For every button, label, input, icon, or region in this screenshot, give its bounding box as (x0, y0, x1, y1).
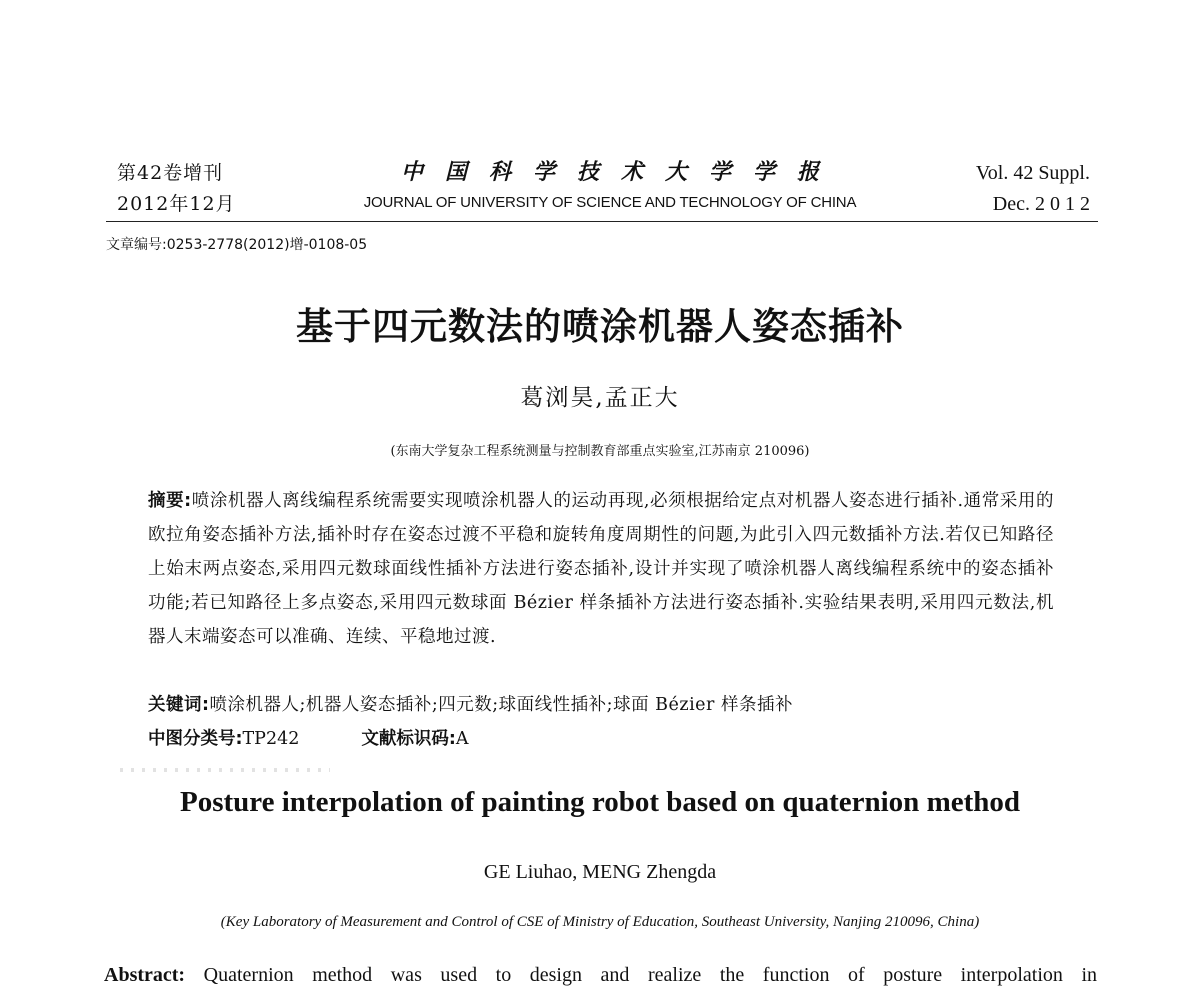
abstract-cn (148, 484, 1054, 654)
abstract-en-text: Quaternion method was used to design and realize the function of posture interpolation in (203, 964, 1097, 986)
affiliation-en: (Key Laboratory of Measurement and Control of CSE of Ministry of Education, Southeast University, Nanjing 210096, China) (220, 914, 980, 930)
clc-label: 中图分类号: (148, 729, 243, 749)
scan-noise (120, 768, 330, 772)
masthead-left (117, 158, 236, 220)
authors-en: GE Liuhao, MENG Zhengda (483, 861, 717, 883)
masthead-right (976, 158, 1090, 220)
date-cn: 2012年12月 (117, 193, 236, 215)
doc-code-label: 文献标识码: (361, 729, 456, 749)
keywords-cn-label: 关键词: (148, 695, 210, 715)
volume-en: Vol. 42 Suppl. (975, 162, 1090, 184)
journal-title-en: JOURNAL OF UNIVERSITY OF SCIENCE AND TECHNOLOGY OF CHINA (363, 194, 857, 211)
masthead-center (330, 156, 890, 218)
date-en: Dec. 2 0 1 2 (992, 193, 1090, 215)
abstract-cn-text: 喷涂机器人离线编程系统需要实现喷涂机器人的运动再现,必须根据给定点对机器人姿态进行插补.通常采用的欧拉角姿态插补方法,插补时存在姿态过渡不平稳和旋转角度周期性的问题,为此引入四元数插补方法.若仅已知路径上始末两点姿态,采用四元数球面线性插补方法进行姿态插补,设计并实现了喷涂机器人离线编程系统中的姿态插补功能;若已知路径上多点姿态,采用四元数球面 Bézier 样条插补方法进行姿态插补.实验结果表明,采用四元数法,机器人末端姿态可以准确、连续、平稳地过渡. (148, 491, 1054, 647)
abstract-en (104, 960, 1097, 990)
article-number: 文章编号:0253-2778(2012)增-0108-05 (106, 237, 368, 253)
abstract-en-label: Abstract: (104, 964, 186, 986)
classification-line (148, 722, 469, 756)
journal-title-cn: 中国科学技术大学学报 (400, 159, 841, 185)
abstract-cn-label: 摘要: (148, 491, 192, 511)
volume-cn: 第42卷增刊 (117, 162, 224, 184)
affiliation-cn: (东南大学复杂工程系统测量与控制教育部重点实验室,江苏南京 210096) (390, 444, 810, 459)
doc-code-value: A (455, 729, 469, 749)
header-rule (106, 221, 1098, 222)
clc-value: TP242 (242, 729, 300, 749)
title-en: Posture interpolation of painting robot based on quaternion method (179, 786, 1021, 818)
keywords-cn (148, 688, 793, 722)
authors-cn: 葛浏昊,孟正大 (520, 385, 680, 411)
keywords-cn-text: 喷涂机器人;机器人姿态插补;四元数;球面线性插补;球面 Bézier 样条插补 (209, 695, 793, 715)
title-cn: 基于四元数法的喷涂机器人姿态插补 (296, 305, 904, 348)
